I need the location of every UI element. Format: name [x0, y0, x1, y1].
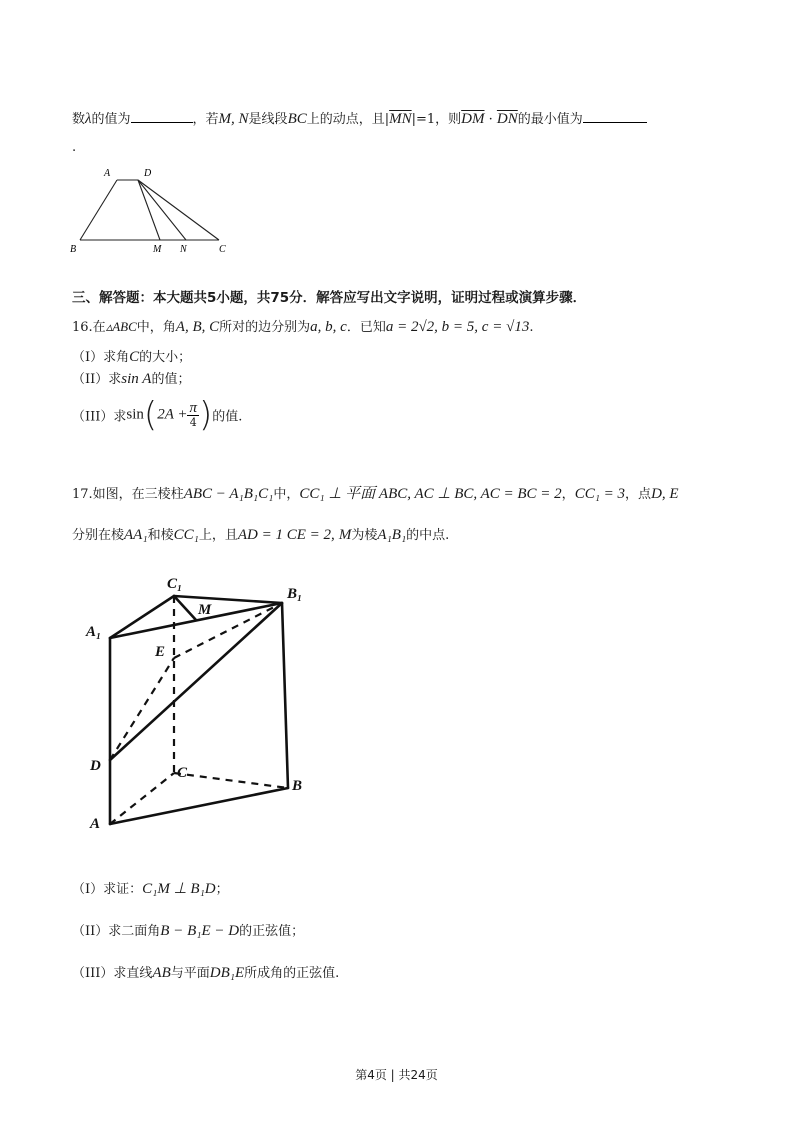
- prev-problem-line: 数λ的值为 ，若M, N是线段BC上的动点，且$|\overline{MN}|=1$，则$\overline{DM} \cdot \overline{DN}$的最小值为: [72, 108, 647, 128]
- label-M: M: [153, 244, 162, 255]
- hidden-segment-EB1: [174, 603, 282, 658]
- pi-over-4: $\frac{\pi}{4}$: [189, 399, 197, 429]
- q16-stem: 16.在▵ABC中，角A, B, C所对的边分别为a, b, c．已知a = 2√2, b = 5, c = √13.: [72, 319, 534, 335]
- q17-stem-line2: 分别在棱AA₁和棱CC₁上，且AD = 1 CE = 2, M为棱A₁B₁的中点.: [72, 527, 450, 543]
- label-A: A: [90, 816, 101, 832]
- edge-B1B: [282, 603, 288, 788]
- label-A: A: [104, 168, 111, 179]
- label-C1: C₁: [167, 576, 183, 592]
- label-B1: B₁: [287, 586, 303, 602]
- edge-BA: [80, 180, 117, 240]
- q16-part3: （III）求sin(2A + $\frac{\pi}{4}$ )的值.: [72, 395, 243, 435]
- label-A1: A₁: [86, 624, 102, 640]
- label-E: E: [155, 644, 166, 660]
- answer-blank-1[interactable]: [131, 122, 193, 123]
- label-C: C: [177, 765, 188, 781]
- section-heading: 三、解答题：本大题共5小题，共75分．解答应写出文字说明，证明过程或演算步骤．: [72, 290, 587, 306]
- prism-figure: [82, 568, 322, 838]
- page-footer: 第4页 | 共24页: [355, 1068, 438, 1082]
- paren-left: (: [143, 395, 158, 435]
- q16-part1: （I）求角C的大小；: [72, 349, 192, 365]
- edge-C1B1: [174, 596, 282, 603]
- trapezoid-figure: [66, 162, 236, 256]
- label-C: C: [219, 244, 226, 255]
- q17-part2: （II）求二面角B − B₁E − D的正弦值；: [72, 923, 305, 939]
- edge-C1M: [174, 596, 196, 620]
- label-B: B: [292, 778, 303, 794]
- q17-stem-line1: 17.如图，在三棱柱ABC − A₁B₁C₁中，CC₁ ⊥ 平面 ABC, AC ⊥ BC, AC = BC = 2，CC₁ = 3，点D, E: [72, 486, 679, 502]
- segment-DM: [138, 180, 160, 240]
- label-D: D: [144, 168, 152, 179]
- q17-part3: （III）求直线AB与平面DB₁E所成角的正弦值.: [72, 965, 340, 981]
- label-D: D: [90, 758, 101, 774]
- hidden-edge-CB: [174, 773, 288, 788]
- edge-AB: [110, 788, 288, 824]
- label-B: B: [70, 244, 77, 255]
- label-N: N: [180, 244, 187, 255]
- prev-problem-period: .: [72, 140, 77, 155]
- label-M: M: [198, 602, 212, 618]
- q16-part2: （II）求sin A的值；: [72, 371, 191, 387]
- segment-DB1: [110, 603, 282, 760]
- q17-part1: （I）求证：C₁M ⊥ B₁D；: [72, 881, 229, 897]
- paren-right: ): [198, 395, 213, 435]
- answer-blank-2[interactable]: [583, 122, 647, 123]
